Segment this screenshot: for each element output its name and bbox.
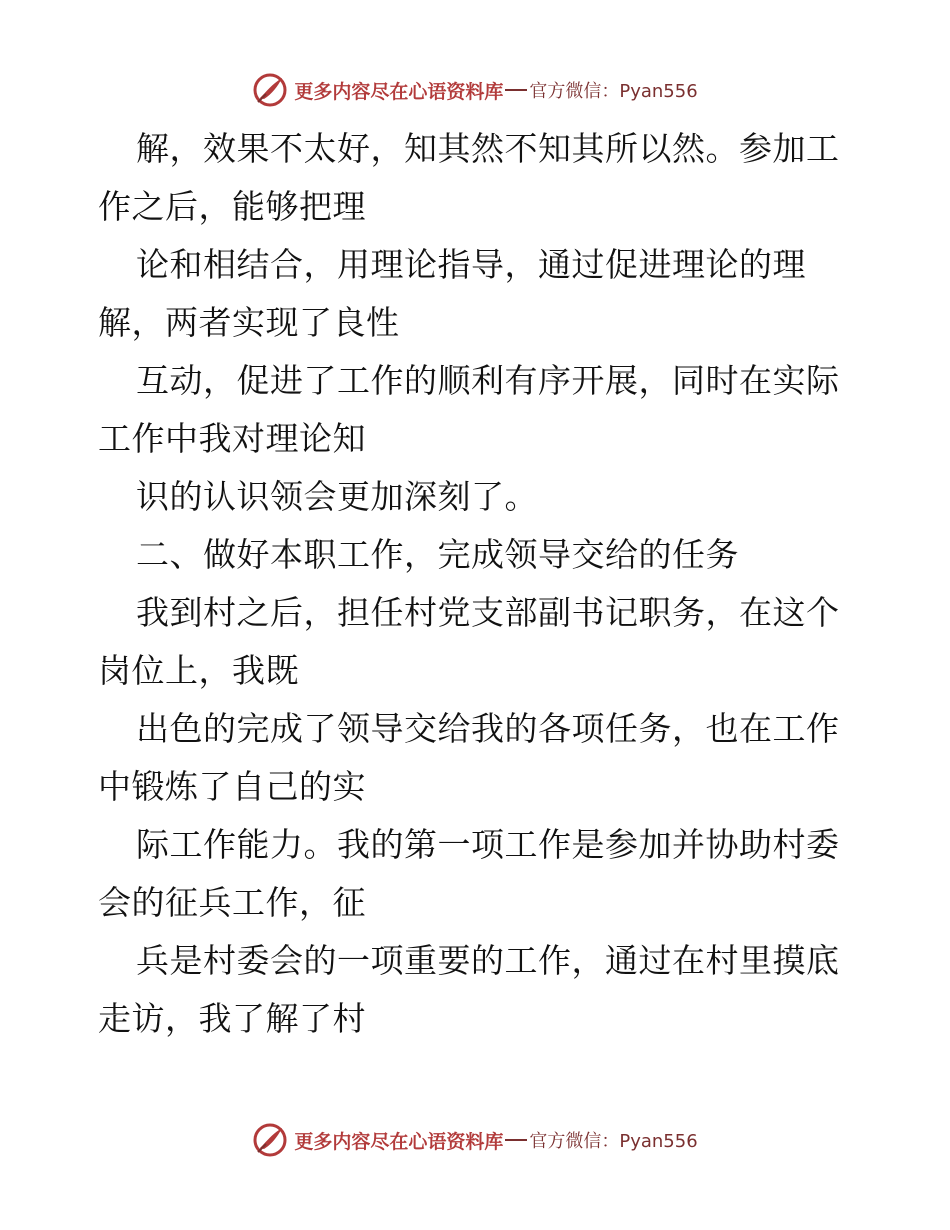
header-site-text: 更多内容尽在心语资料库 <box>294 80 504 103</box>
text-line: 兵是村委会的一项重要的工作，通过在村里摸底 <box>136 941 840 980</box>
text-line: 会的征兵工作，征 <box>98 883 366 922</box>
text-line: 二、做好本职工作，完成领导交给的任务 <box>136 535 739 574</box>
footer-dash <box>505 1139 527 1141</box>
header-dash <box>505 89 527 91</box>
text-line: 我到村之后，担任村党支部副书记职务，在这个 <box>136 593 840 632</box>
text-line: 际工作能力。我的第一项工作是参加并协助村委 <box>136 825 840 864</box>
footer-contact-text: 官方微信：Pyan556 <box>529 1131 698 1152</box>
document-body <box>98 120 858 1048</box>
text-line: 出色的完成了领导交给我的各项任务，也在工作 <box>136 709 840 748</box>
text-line: 岗位上，我既 <box>98 651 299 690</box>
header-contact-text: 官方微信：Pyan556 <box>529 81 698 102</box>
text-line: 作之后，能够把理 <box>98 187 366 226</box>
text-line: 论和相结合，用理论指导，通过促进理论的理 <box>136 245 806 284</box>
header-banner <box>0 70 950 110</box>
text-line: 识的认识领会更加深刻了。 <box>136 477 538 516</box>
quill-logo-icon <box>252 72 288 108</box>
text-line: 解，效果不太好，知其然不知其所以然。参加工 <box>136 129 840 168</box>
footer-site-text: 更多内容尽在心语资料库 <box>294 1130 504 1153</box>
text-line: 互动，促进了工作的顺利有序开展，同时在实际 <box>136 361 840 400</box>
text-line: 解，两者实现了良性 <box>98 303 400 342</box>
text-line: 中锻炼了自己的实 <box>98 767 366 806</box>
text-line: 工作中我对理论知 <box>98 419 366 458</box>
footer-banner <box>0 1120 950 1160</box>
quill-logo-icon <box>252 1122 288 1158</box>
text-line: 走访，我了解了村 <box>98 999 366 1038</box>
